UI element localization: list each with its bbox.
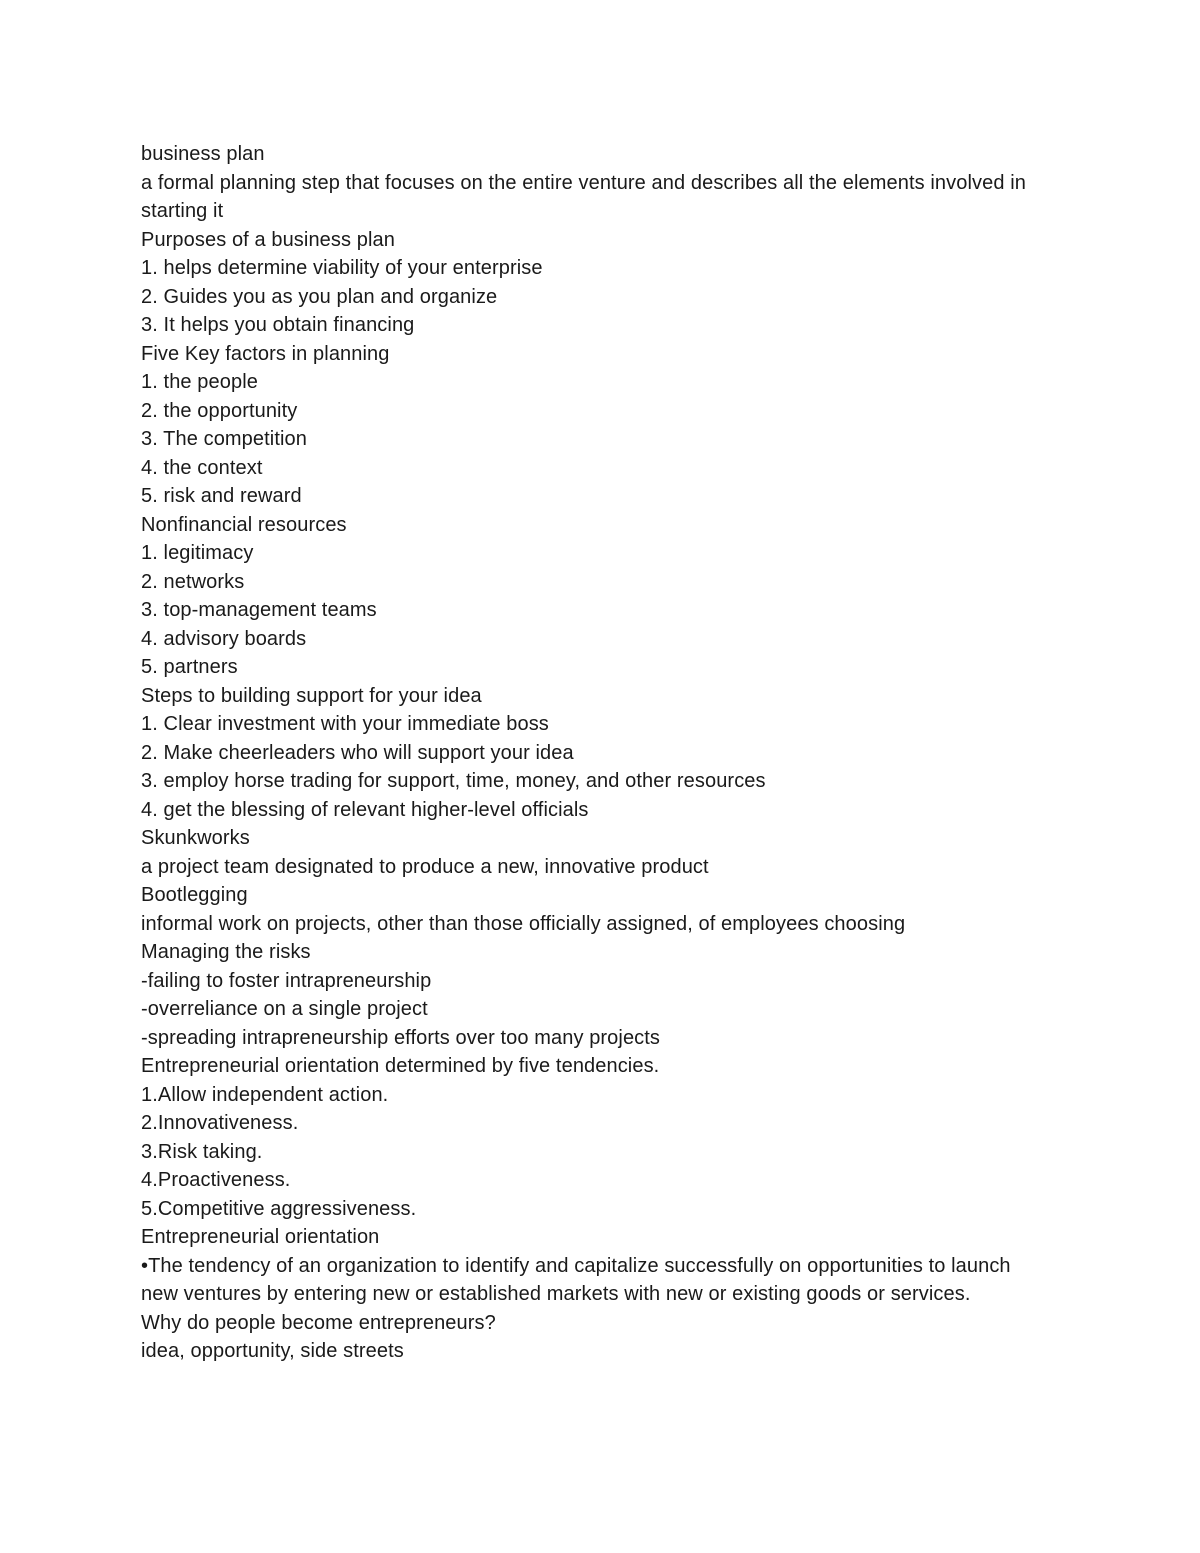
document-line: 1. helps determine viability of your enterprise xyxy=(141,257,543,279)
document-line: Bootlegging xyxy=(141,884,248,906)
document-line: Entrepreneurial orientation determined by five tendencies. xyxy=(141,1055,660,1077)
document-line: -spreading intrapreneurship efforts over too many projects xyxy=(141,1026,661,1049)
document-line: a formal planning step that focuses on the entire venture and describes all the elements involved in starting it xyxy=(141,171,1032,222)
document-line: Skunkworks xyxy=(141,827,250,849)
document-line: 3. employ horse trading for support, time, money, and other resources xyxy=(141,770,766,792)
document-line: 4. advisory boards xyxy=(141,627,307,650)
document-line: 2. networks xyxy=(141,570,245,593)
document-line: 5. partners xyxy=(141,656,238,678)
document-line: Steps to building support for your idea xyxy=(141,684,482,707)
document-line: 1. legitimacy xyxy=(141,542,254,564)
document-line: 3. top-management teams xyxy=(141,599,377,621)
document-line: Purposes of a business plan xyxy=(141,228,395,251)
document-line: 1. the people xyxy=(141,371,258,393)
document-line: -failing to foster intrapreneurship xyxy=(141,969,432,992)
document-line: Nonfinancial resources xyxy=(141,513,347,536)
document-line: 5. risk and reward xyxy=(141,485,302,507)
document-line: Why do people become entrepreneurs? xyxy=(141,1311,496,1334)
document-line: Five Key factors in planning xyxy=(141,342,390,365)
document-line: 2. Make cheerleaders who will support your idea xyxy=(141,741,574,764)
document-line: 4.Proactiveness. xyxy=(141,1169,291,1191)
document-line: 3.Risk taking. xyxy=(141,1140,263,1163)
document-line: 1. Clear investment with your immediate boss xyxy=(141,713,549,735)
document-line: 1.Allow independent action. xyxy=(141,1083,389,1106)
document-line: business plan xyxy=(141,143,265,165)
document-line: 5.Competitive aggressiveness. xyxy=(141,1197,417,1220)
document-line: Entrepreneurial orientation xyxy=(141,1226,380,1248)
document-line: Managing the risks xyxy=(141,941,311,963)
document-line: 2. the opportunity xyxy=(141,399,298,422)
document-line: •The tendency of an organization to identify and capitalize successfully on opportunities to launch new ventures by entering new or established markets with new or existing goods or services. xyxy=(141,1254,1017,1305)
document-line: 3. The competition xyxy=(141,428,307,450)
document-body xyxy=(141,140,1041,1366)
document-line: 3. It helps you obtain financing xyxy=(141,314,415,336)
document-line: a project team designated to produce a new, innovative product xyxy=(141,855,709,878)
document-line: -overreliance on a single project xyxy=(141,998,428,1020)
document-line: idea, opportunity, side streets xyxy=(141,1340,404,1362)
document-line: informal work on projects, other than those officially assigned, of employees choosing xyxy=(141,912,906,935)
document-line: 4. get the blessing of relevant higher-level officials xyxy=(141,798,589,821)
document-line: 4. the context xyxy=(141,456,263,479)
document-line: 2. Guides you as you plan and organize xyxy=(141,285,498,308)
document-line: 2.Innovativeness. xyxy=(141,1112,299,1134)
